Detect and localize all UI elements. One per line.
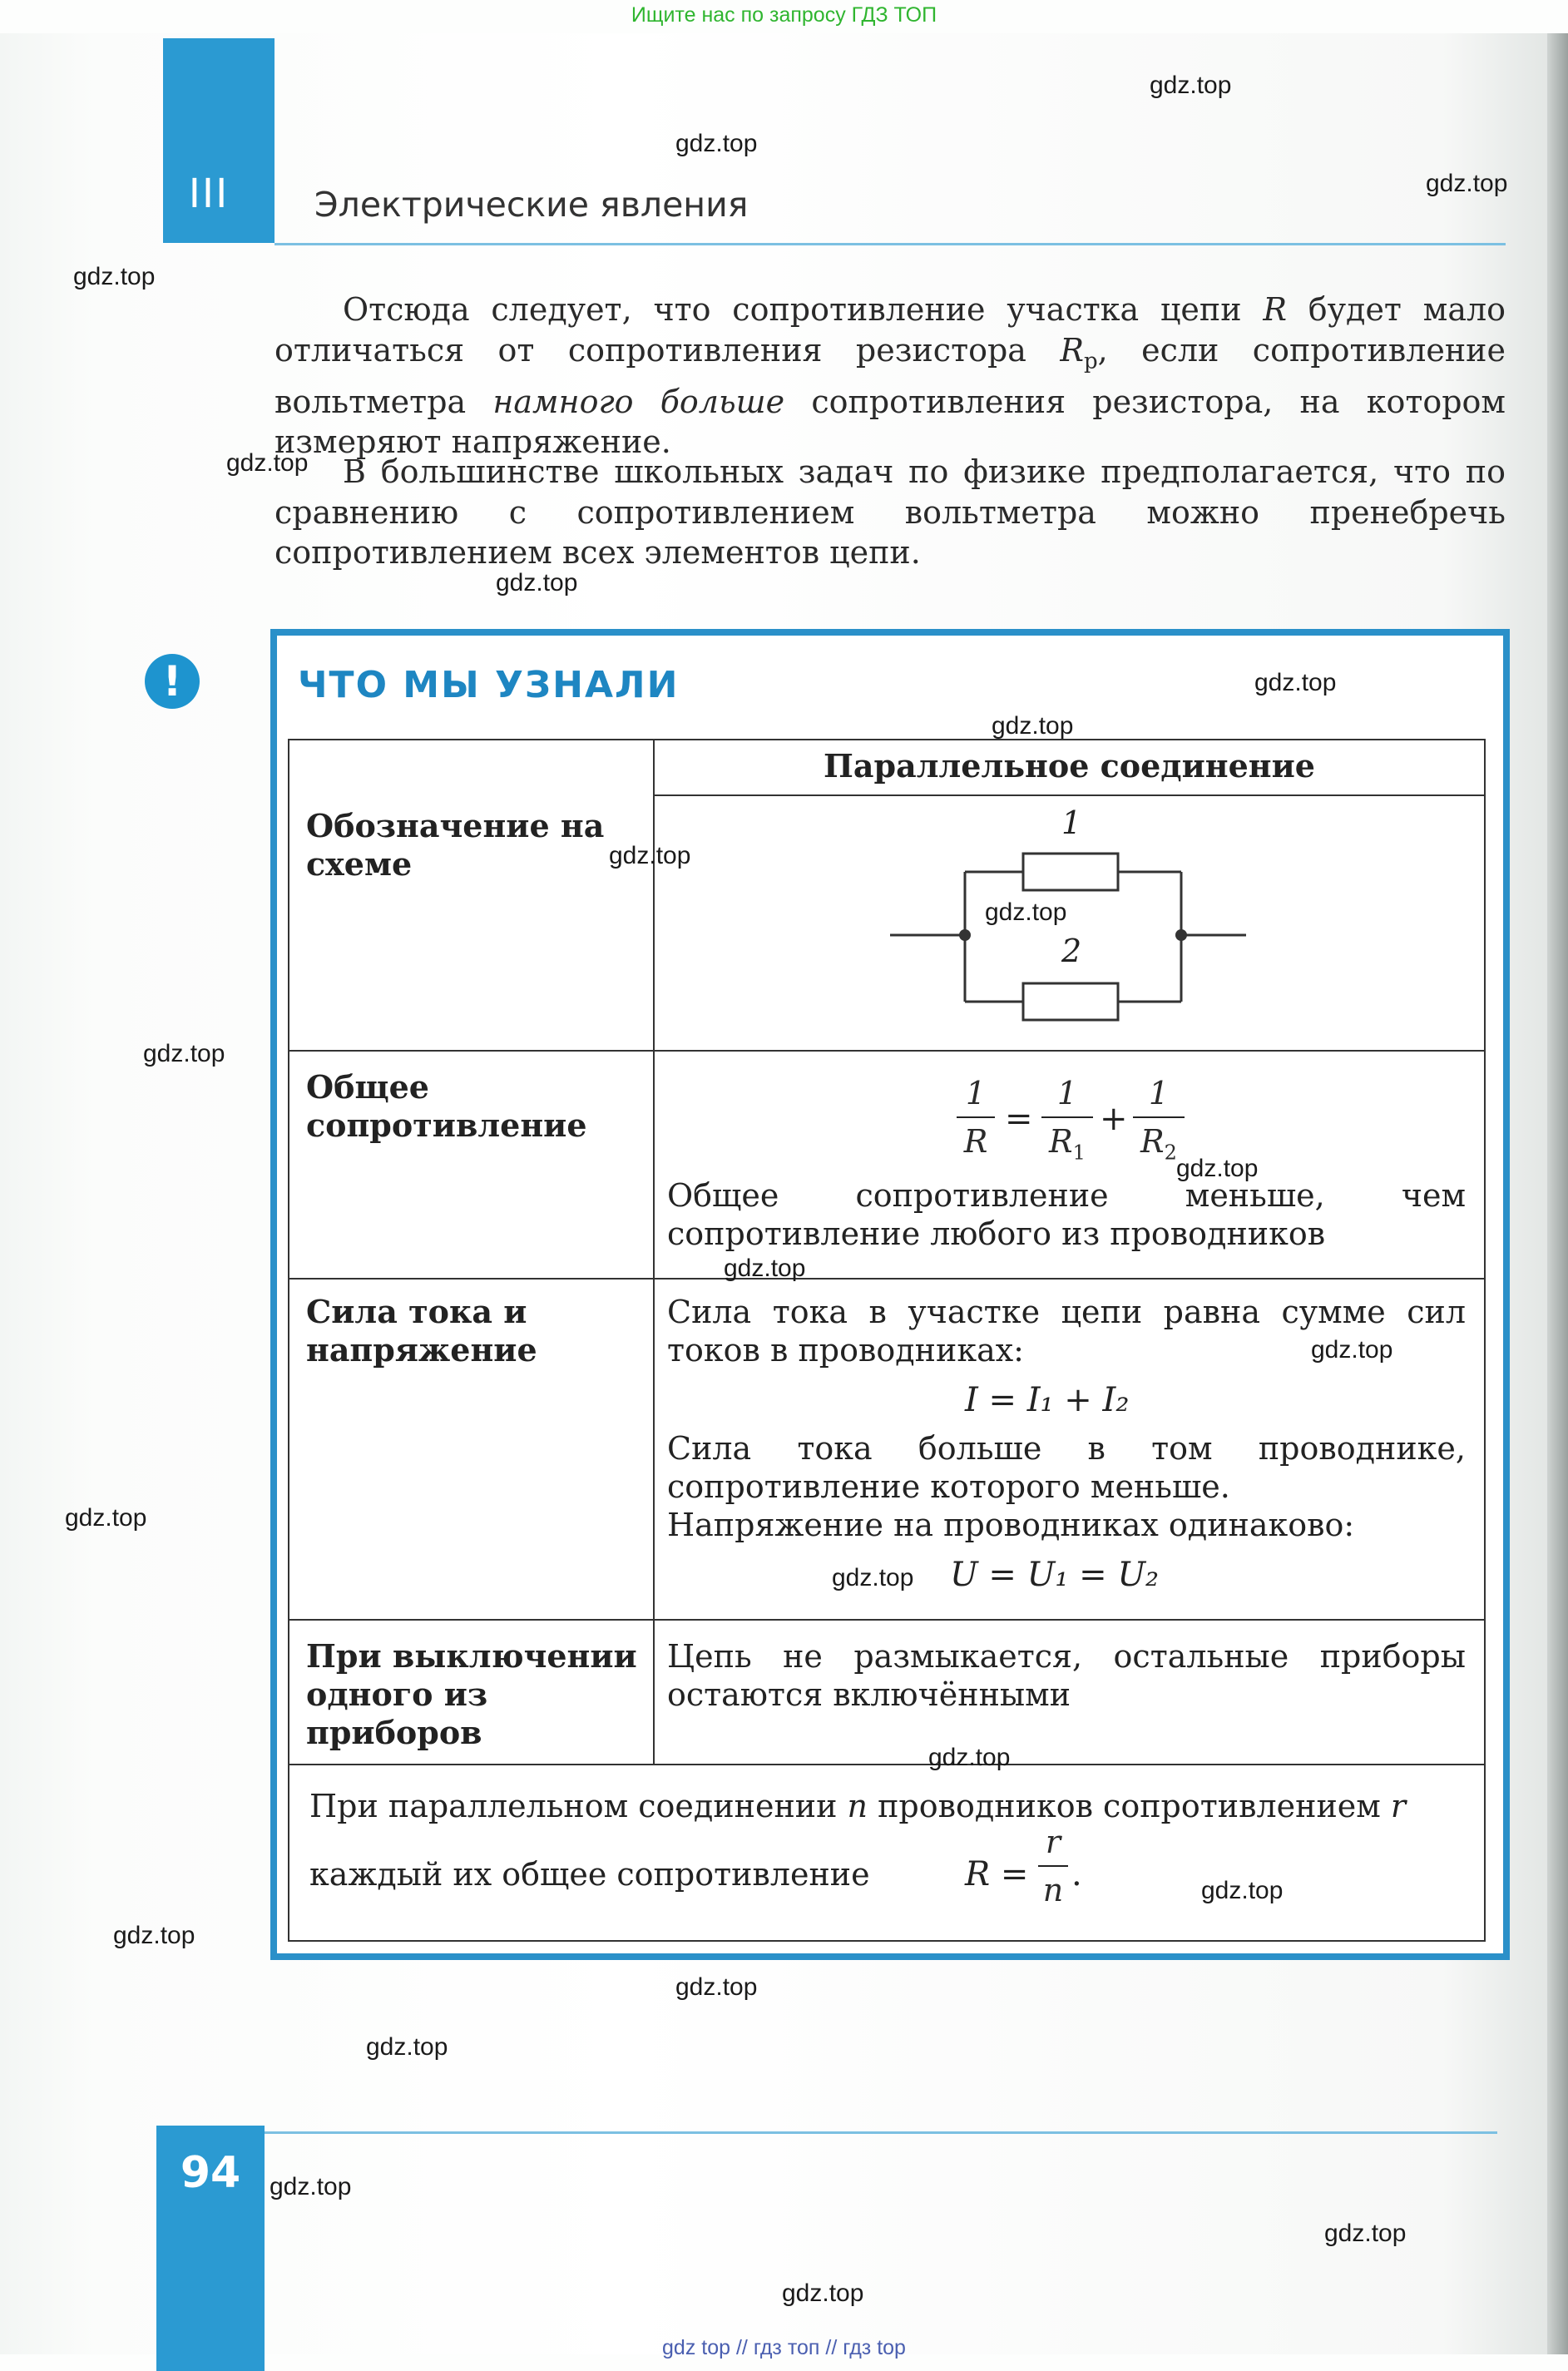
plus-sign: + bbox=[1100, 1100, 1128, 1138]
resistance-description: Общее сопротивление меньше, чем сопротивление любого из проводников bbox=[667, 1177, 1466, 1252]
watermark: gdz.top bbox=[366, 2033, 448, 2061]
table-bottom-border bbox=[288, 1940, 1486, 1942]
watermark: gdz.top bbox=[1324, 2220, 1407, 2247]
table-left-border bbox=[288, 739, 289, 1942]
header-divider bbox=[275, 243, 1506, 245]
note-line-2: каждый их общее сопротивление bbox=[309, 1856, 870, 1893]
table-row-divider-2 bbox=[288, 1278, 1486, 1280]
resistor-2-label: 2 bbox=[1061, 933, 1082, 969]
table-row-divider-1 bbox=[288, 1050, 1486, 1052]
watermark: gdz.top bbox=[675, 130, 758, 157]
watermark: gdz.top bbox=[675, 1973, 758, 2001]
fraction-1-over-R: 1 R bbox=[957, 1075, 995, 1160]
chapter-number: III bbox=[188, 171, 230, 217]
equals-sign: = bbox=[1005, 1100, 1033, 1138]
watermark: gdz.top bbox=[782, 2279, 864, 2307]
exclamation-icon: ! bbox=[145, 654, 200, 709]
page-number: 94 bbox=[180, 2148, 241, 2198]
note-line-1: При параллельном соединении n проводников сопротивлением r bbox=[309, 1788, 1407, 1824]
watermark: gdz.top bbox=[992, 712, 1074, 740]
table-header-divider bbox=[653, 794, 1486, 796]
footer-divider bbox=[265, 2131, 1497, 2134]
fraction-1-over-R2: 1 $R_2$ bbox=[1133, 1075, 1185, 1165]
table-top-border bbox=[288, 739, 1486, 740]
row-label-switch-off: При выключении одного из приборов bbox=[306, 1637, 637, 1751]
chapter-title: Электрические явления bbox=[314, 185, 749, 225]
watermark: gdz.top bbox=[226, 449, 309, 477]
top-banner[interactable]: Ищите нас по запросу ГДЗ ТОП bbox=[631, 3, 937, 27]
table-right-border bbox=[1484, 739, 1486, 1942]
summary-heading: ЧТО МЫ УЗНАЛИ bbox=[298, 664, 680, 706]
switch-off-description: Цепь не размыкается, остальные приборы остаются включёнными bbox=[667, 1638, 1466, 1713]
watermark: gdz.top bbox=[65, 1504, 147, 1532]
watermark: gdz.top bbox=[724, 1255, 806, 1282]
watermark: gdz.top bbox=[1426, 170, 1508, 197]
watermark: gdz.top bbox=[1254, 669, 1337, 696]
fraction-r-over-n: r n bbox=[1038, 1824, 1068, 1908]
watermark: gdz.top bbox=[1150, 72, 1232, 99]
watermark: gdz.top bbox=[1176, 1155, 1259, 1182]
note-formula-period: . bbox=[1071, 1855, 1082, 1893]
bottom-banner[interactable]: gdz top // гдз топ // гдз top bbox=[662, 2336, 906, 2359]
watermark: gdz.top bbox=[1311, 1336, 1393, 1364]
body-paragraph-2: В большинстве школьных задач по физике предполагается, что по сравнению с сопротивлением вольтметра можно пренебречь сопротивлением всех элементов цепи. bbox=[275, 453, 1506, 571]
table-row-divider-4 bbox=[288, 1764, 1486, 1765]
table-row-divider-3 bbox=[288, 1619, 1486, 1621]
column-header-parallel: Параллельное соединение bbox=[824, 747, 1315, 785]
current-formula: I = I₁ + I₂ bbox=[965, 1381, 1130, 1419]
watermark: gdz.top bbox=[985, 898, 1067, 926]
current-description-2: Сила тока больше в том проводнике, сопротивление которого меньше. bbox=[667, 1430, 1466, 1505]
watermark: gdz.top bbox=[73, 263, 156, 290]
row-label-resistance: Общее сопротивление bbox=[306, 1068, 587, 1144]
watermark: gdz.top bbox=[496, 569, 578, 596]
body-paragraph-1: Отсюда следует, что сопротивление участка цепи R будет мало отличаться от сопротивления резистора $R_р$, если сопротивление вольтметра намного больше сопротивления резистора, на котором измеряют напряжение. bbox=[275, 291, 1506, 461]
note-formula-lhs: R = bbox=[965, 1855, 1029, 1893]
watermark: gdz.top bbox=[832, 1564, 914, 1591]
current-description-1: Сила тока в участке цепи равна сумме сил токов в проводниках: bbox=[667, 1294, 1466, 1369]
watermark: gdz.top bbox=[1201, 1877, 1284, 1904]
row-label-current: Сила тока и напряжение bbox=[306, 1293, 537, 1369]
voltage-description: Напряжение на проводниках одинаково: bbox=[667, 1507, 1355, 1543]
watermark: gdz.top bbox=[270, 2173, 352, 2200]
watermark: gdz.top bbox=[113, 1922, 195, 1949]
voltage-formula: U = U₁ = U₂ bbox=[950, 1556, 1160, 1594]
row-label-diagram: Обозначение на схеме bbox=[306, 807, 605, 883]
watermark: gdz.top bbox=[143, 1040, 225, 1067]
book-spine bbox=[1547, 33, 1568, 2354]
resistor-1-label: 1 bbox=[1061, 804, 1082, 841]
fraction-1-over-R1: 1 $R_1$ bbox=[1041, 1075, 1093, 1165]
watermark: gdz.top bbox=[609, 842, 691, 869]
watermark: gdz.top bbox=[928, 1744, 1011, 1771]
table-column-divider bbox=[653, 739, 655, 1765]
